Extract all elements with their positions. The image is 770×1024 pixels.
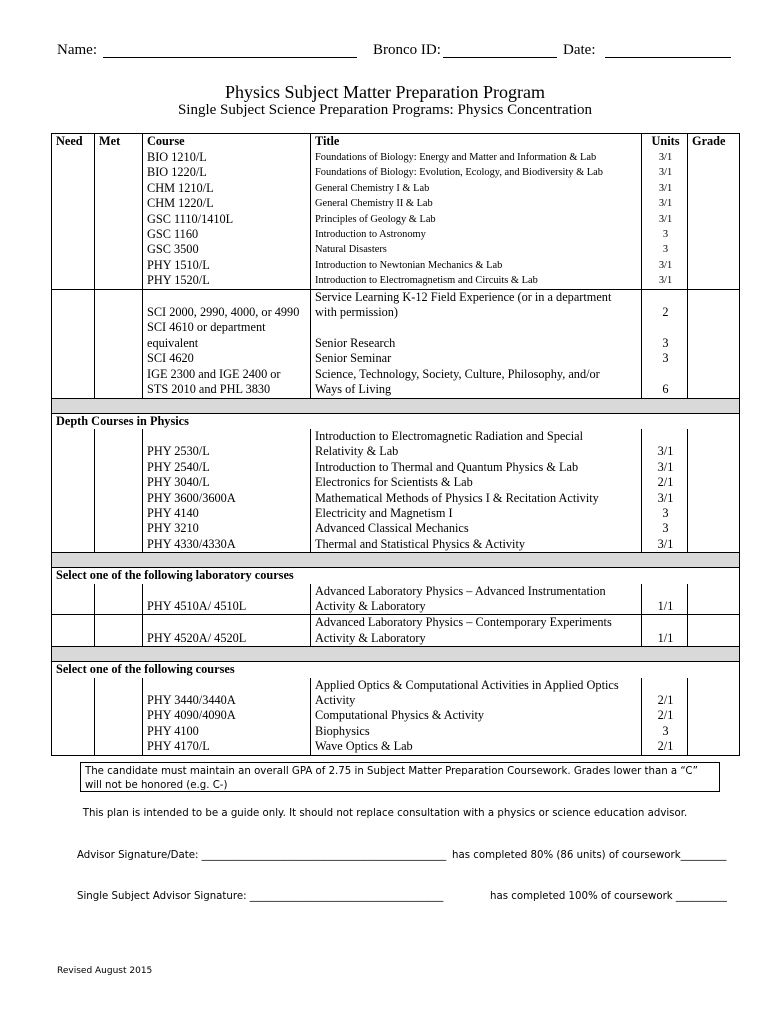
need-checkbox-cell[interactable] [52, 739, 95, 755]
course-units: 3 [642, 521, 688, 536]
course-code-line: CHM 1210/L [147, 180, 214, 195]
course-title-line: Electricity and Magnetism I [315, 505, 453, 520]
section-divider [52, 647, 740, 662]
course-units: 3 [642, 506, 688, 521]
course-title [311, 429, 642, 460]
course-code [143, 150, 311, 165]
met-checkbox-cell[interactable] [95, 273, 143, 289]
course-units: 2/1 [642, 708, 688, 723]
need-checkbox-cell[interactable] [52, 367, 95, 398]
course-code-line: BIO 1210/L [147, 150, 207, 164]
course-code-line: PHY 1510/L [147, 257, 210, 272]
course-code [143, 475, 311, 490]
table-row [52, 615, 740, 647]
met-checkbox-cell[interactable] [95, 242, 143, 257]
table-row [52, 227, 740, 242]
table-row [52, 584, 740, 615]
met-checkbox-cell[interactable] [95, 739, 143, 755]
course-title [311, 227, 642, 242]
section-divider [52, 553, 740, 568]
table-row [52, 708, 740, 723]
course-title [311, 678, 642, 709]
course-units: 3/1 [642, 212, 688, 227]
course-code [143, 521, 311, 536]
course-code [143, 320, 311, 351]
table-row [52, 150, 740, 165]
grade-cell[interactable] [688, 537, 740, 553]
section-heading: Depth Courses in Physics [52, 413, 740, 429]
revised-date: Revised August 2015 [57, 966, 153, 976]
met-checkbox-cell[interactable] [95, 537, 143, 553]
course-units: 3/1 [642, 429, 688, 460]
course-code [143, 429, 311, 460]
grade-cell[interactable] [688, 460, 740, 475]
col-grade: Grade [688, 134, 740, 151]
course-title [311, 537, 642, 553]
course-title-line: with permission) [315, 305, 398, 320]
course-code [143, 367, 311, 398]
course-code-line: BIO 1220/L [147, 165, 207, 180]
grade-cell[interactable] [688, 227, 740, 242]
course-code-line: PHY 4330/4330A [147, 536, 236, 551]
course-code-line: equivalent [147, 335, 199, 350]
course-code [143, 212, 311, 227]
course-title [311, 367, 642, 398]
course-title-line: Advanced Laboratory Physics – Contemporary Experiments [315, 615, 612, 630]
met-checkbox-cell[interactable] [95, 460, 143, 475]
bronco-id-field[interactable] [443, 57, 557, 58]
grade-cell[interactable] [688, 429, 740, 460]
table-row [52, 678, 740, 709]
grade-cell[interactable] [688, 150, 740, 165]
course-title [311, 150, 642, 165]
course-units: 2/1 [642, 678, 688, 709]
course-units: 2/1 [642, 739, 688, 755]
met-checkbox-cell[interactable] [95, 615, 143, 647]
need-checkbox-cell[interactable] [52, 289, 95, 320]
course-code-line: IGE 2300 and IGE 2400 or [147, 366, 281, 381]
course-units: 1/1 [642, 615, 688, 647]
course-title-line: Introduction to Electromagnetic Radiation and Special [315, 428, 584, 443]
course-code [143, 615, 311, 647]
need-checkbox-cell[interactable] [52, 150, 95, 165]
course-units: 3 [642, 351, 688, 366]
course-code-line: SCI 4610 or department [147, 320, 266, 335]
page-title: Physics Subject Matter Preparation Program [225, 82, 545, 102]
met-checkbox-cell[interactable] [95, 289, 143, 320]
course-code [143, 724, 311, 739]
need-checkbox-cell[interactable] [52, 724, 95, 739]
course-code [143, 165, 311, 180]
table-row [52, 273, 740, 289]
course-title [311, 165, 642, 180]
met-checkbox-cell[interactable] [95, 475, 143, 490]
met-checkbox-cell[interactable] [95, 724, 143, 739]
table-row [52, 258, 740, 273]
need-checkbox-cell[interactable] [52, 491, 95, 506]
name-label: Name: [57, 42, 97, 58]
table-row [52, 475, 740, 490]
advisor-signature-field[interactable]: Advisor Signature/Date: ________________________________________________ [77, 850, 447, 861]
table-row [52, 165, 740, 180]
course-code-line: PHY 3210 [147, 521, 199, 536]
course-units: 3/1 [642, 181, 688, 196]
met-checkbox-cell[interactable] [95, 491, 143, 506]
course-title-line: Introduction to Thermal and Quantum Physics & Lab [315, 459, 579, 474]
grade-cell[interactable] [688, 615, 740, 647]
course-title [311, 724, 642, 739]
course-units: 3/1 [642, 460, 688, 475]
course-title [311, 273, 642, 289]
table-row [52, 491, 740, 506]
course-code [143, 537, 311, 553]
need-checkbox-cell[interactable] [52, 227, 95, 242]
met-checkbox-cell[interactable] [95, 320, 143, 351]
need-checkbox-cell[interactable] [52, 584, 95, 615]
grade-cell[interactable] [688, 320, 740, 351]
course-title-line: Activity [315, 693, 356, 707]
met-checkbox-cell[interactable] [95, 212, 143, 227]
course-title [311, 351, 642, 366]
course-title-line: Applied Optics & Computational Activities in Applied Optics [315, 677, 619, 692]
course-title-line: Activity & Laboratory [315, 598, 426, 613]
section-heading: Select one of the following courses [52, 662, 740, 678]
course-title [311, 242, 642, 257]
course-code [143, 739, 311, 755]
course-code [143, 491, 311, 506]
course-title [311, 475, 642, 490]
grade-cell[interactable] [688, 196, 740, 211]
table-row [52, 181, 740, 196]
need-checkbox-cell[interactable] [52, 258, 95, 273]
grade-cell[interactable] [688, 242, 740, 257]
table-row [52, 351, 740, 366]
table-row [52, 521, 740, 536]
need-checkbox-cell[interactable] [52, 460, 95, 475]
grade-cell[interactable] [688, 739, 740, 755]
need-checkbox-cell[interactable] [52, 273, 95, 289]
course-title [311, 212, 642, 227]
course-title [311, 460, 642, 475]
course-units: 3/1 [642, 273, 688, 289]
course-code-line: PHY 2540/L [147, 459, 210, 474]
course-title [311, 196, 642, 211]
course-code-line: PHY 2530/L [147, 444, 210, 459]
grade-cell[interactable] [688, 584, 740, 615]
course-title [311, 521, 642, 536]
gpa-note: The candidate must maintain an overall GPA of 2.75 in Subject Matter Preparation Coursework. Grades lower than a “C” will not be honored (e.g. C-) [80, 762, 720, 792]
section-heading-row [52, 662, 740, 678]
course-code [143, 708, 311, 723]
single-subject-status-field[interactable]: has completed 100% of coursework __________ [490, 891, 727, 902]
need-checkbox-cell[interactable] [52, 212, 95, 227]
course-title [311, 491, 642, 506]
course-units: 6 [642, 367, 688, 398]
section-heading-row [52, 568, 740, 584]
advisor-status-field[interactable]: has completed 80% (86 units) of coursework_________ [452, 850, 727, 861]
section-heading: Select one of the following laboratory courses [52, 568, 740, 584]
course-title [311, 320, 642, 351]
course-units: 3/1 [642, 165, 688, 180]
course-title-line: Principles of Geology & Lab [315, 213, 436, 225]
course-units: 2 [642, 289, 688, 320]
grade-cell[interactable] [688, 212, 740, 227]
col-title: Title [311, 134, 642, 151]
course-title-line: Natural Disasters [315, 244, 387, 256]
met-checkbox-cell[interactable] [95, 584, 143, 615]
table-row [52, 196, 740, 211]
date-field[interactable] [605, 57, 731, 58]
course-title [311, 506, 642, 521]
course-code-line: PHY 4170/L [147, 739, 210, 754]
need-checkbox-cell[interactable] [52, 242, 95, 257]
course-code-line: GSC 3500 [147, 242, 199, 257]
course-title [311, 289, 642, 320]
need-checkbox-cell[interactable] [52, 181, 95, 196]
course-title [311, 615, 642, 647]
course-code [143, 584, 311, 615]
table-row [52, 506, 740, 521]
course-title-line: Biophysics [315, 723, 370, 738]
grade-cell[interactable] [688, 258, 740, 273]
course-code [143, 273, 311, 289]
course-units: 3/1 [642, 196, 688, 211]
col-need: Need [52, 134, 95, 151]
grade-cell[interactable] [688, 678, 740, 709]
course-title [311, 258, 642, 273]
table-row [52, 320, 740, 351]
met-checkbox-cell[interactable] [95, 367, 143, 398]
table-row [52, 242, 740, 257]
table-row [52, 537, 740, 553]
met-checkbox-cell[interactable] [95, 258, 143, 273]
met-checkbox-cell[interactable] [95, 227, 143, 242]
course-units: 3/1 [642, 258, 688, 273]
course-code [143, 460, 311, 475]
met-checkbox-cell[interactable] [95, 181, 143, 196]
course-title-line: Service Learning K-12 Field Experience (or in a department [315, 289, 612, 304]
need-checkbox-cell[interactable] [52, 351, 95, 366]
met-checkbox-cell[interactable] [95, 429, 143, 460]
need-checkbox-cell[interactable] [52, 165, 95, 180]
course-code [143, 258, 311, 273]
course-code-line: SCI 4620 [147, 351, 194, 366]
grade-cell[interactable] [688, 521, 740, 536]
grade-cell[interactable] [688, 475, 740, 490]
met-checkbox-cell[interactable] [95, 506, 143, 521]
course-title-line: Wave Optics & Lab [315, 739, 413, 754]
table-row [52, 739, 740, 755]
course-title-line: General Chemistry II & Lab [315, 198, 433, 210]
bronco-id-label: Bronco ID: [373, 42, 441, 58]
course-code-line: SCI 2000, 2990, 4000, or 4990 [147, 305, 300, 320]
course-units: 3 [642, 227, 688, 242]
name-field[interactable] [103, 57, 357, 58]
table-row [52, 367, 740, 398]
course-title-line: Computational Physics & Activity [315, 708, 485, 723]
course-title-line: Senior Seminar [315, 351, 392, 366]
course-title-line: Electronics for Scientists & Lab [315, 475, 473, 490]
grade-cell[interactable] [688, 165, 740, 180]
course-units: 3 [642, 242, 688, 257]
course-code-line: STS 2010 and PHL 3830 [147, 382, 271, 397]
student-info-header [57, 42, 733, 62]
divider-band [52, 553, 740, 568]
course-units: 3/1 [642, 537, 688, 553]
need-checkbox-cell[interactable] [52, 521, 95, 536]
course-code [143, 506, 311, 521]
course-title-line: Mathematical Methods of Physics I & Recitation Activity [315, 490, 599, 505]
course-title-line: Activity & Laboratory [315, 630, 426, 645]
grade-cell[interactable] [688, 708, 740, 723]
course-units: 3 [642, 724, 688, 739]
course-code [143, 678, 311, 709]
met-checkbox-cell[interactable] [95, 678, 143, 709]
course-units: 2/1 [642, 475, 688, 490]
need-checkbox-cell[interactable] [52, 537, 95, 553]
course-code-line: GSC 1160 [147, 227, 199, 242]
need-checkbox-cell[interactable] [52, 320, 95, 351]
table-row [52, 212, 740, 227]
course-title-line: Introduction to Newtonian Mechanics & Lab [315, 259, 503, 271]
course-title-line: Foundations of Biology: Energy and Matter and Information & Lab [315, 152, 597, 163]
grade-cell[interactable] [688, 491, 740, 506]
need-checkbox-cell[interactable] [52, 475, 95, 490]
date-label: Date: [563, 42, 596, 58]
single-subject-signature-field[interactable]: Single Subject Advisor Signature: ______________________________________ [77, 891, 444, 902]
course-title-line: Advanced Laboratory Physics – Advanced Instrumentation [315, 583, 606, 598]
course-title-line: Science, Technology, Society, Culture, Philosophy, and/or [315, 366, 600, 381]
col-units: Units [642, 134, 688, 151]
course-title [311, 584, 642, 615]
course-units: 1/1 [642, 584, 688, 615]
grade-cell[interactable] [688, 181, 740, 196]
met-checkbox-cell[interactable] [95, 521, 143, 536]
table-row [52, 429, 740, 460]
course-code [143, 242, 311, 257]
need-checkbox-cell[interactable] [52, 506, 95, 521]
table-row [52, 289, 740, 320]
course-title-line: Senior Research [315, 335, 396, 350]
guide-note: This plan is intended to be a guide only. It should not replace consultation with a physics or science education advisor. [82, 808, 688, 819]
met-checkbox-cell[interactable] [95, 150, 143, 165]
need-checkbox-cell[interactable] [52, 678, 95, 709]
course-code-line: PHY 4510A/ 4510L [147, 598, 247, 613]
course-title [311, 708, 642, 723]
table-row [52, 460, 740, 475]
course-code-line: PHY 4140 [147, 505, 199, 520]
course-title [311, 181, 642, 196]
course-title-line: Ways of Living [315, 382, 392, 397]
course-code-line: PHY 4100 [147, 723, 199, 738]
grade-cell[interactable] [688, 289, 740, 320]
course-code [143, 227, 311, 242]
course-code [143, 181, 311, 196]
table-row [52, 724, 740, 739]
course-code [143, 351, 311, 366]
course-title-line: Introduction to Astronomy [315, 229, 426, 241]
need-checkbox-cell[interactable] [52, 708, 95, 723]
need-checkbox-cell[interactable] [52, 429, 95, 460]
course-code-line: PHY 3040/L [147, 475, 210, 490]
grade-cell[interactable] [688, 351, 740, 366]
course-code-line: PHY 3440/3440A [147, 693, 236, 707]
course-title-line: Relativity & Lab [315, 444, 399, 459]
course-title-line: Thermal and Statistical Physics & Activity [315, 536, 526, 551]
col-met: Met [95, 134, 143, 151]
course-title-line: Foundations of Biology: Evolution, Ecology, and Biodiversity & Lab [315, 167, 603, 179]
page-subtitle: Single Subject Science Preparation Programs: Physics Concentration [177, 102, 593, 118]
course-code-line: PHY 3600/3600A [147, 490, 236, 505]
met-checkbox-cell[interactable] [95, 351, 143, 366]
course-code-line: CHM 1220/L [147, 196, 214, 211]
divider-band [52, 647, 740, 662]
divider-band [52, 398, 740, 413]
course-code-line: PHY 4090/4090A [147, 708, 236, 723]
course-table [51, 133, 740, 756]
grade-cell[interactable] [688, 724, 740, 739]
course-units: 3 [642, 320, 688, 351]
course-code-line: GSC 1110/1410L [147, 211, 234, 226]
need-checkbox-cell[interactable] [52, 196, 95, 211]
course-units: 3/1 [642, 150, 688, 165]
course-code [143, 289, 311, 320]
course-title [311, 739, 642, 755]
course-code-line: PHY 4520A/ 4520L [147, 630, 247, 645]
grade-cell[interactable] [688, 367, 740, 398]
col-course: Course [143, 134, 311, 151]
course-units: 3/1 [642, 491, 688, 506]
course-title-line: Advanced Classical Mechanics [315, 521, 469, 536]
course-title-line: General Chemistry I & Lab [315, 182, 430, 194]
grade-cell[interactable] [688, 506, 740, 521]
met-checkbox-cell[interactable] [95, 708, 143, 723]
course-title-line: Introduction to Electromagnetism and Circuits & Lab [315, 275, 538, 287]
course-code [143, 196, 311, 211]
section-divider [52, 398, 740, 413]
course-code-line: PHY 1520/L [147, 273, 210, 288]
need-checkbox-cell[interactable] [52, 615, 95, 647]
met-checkbox-cell[interactable] [95, 196, 143, 211]
grade-cell[interactable] [688, 273, 740, 289]
section-heading-row [52, 413, 740, 429]
met-checkbox-cell[interactable] [95, 165, 143, 180]
